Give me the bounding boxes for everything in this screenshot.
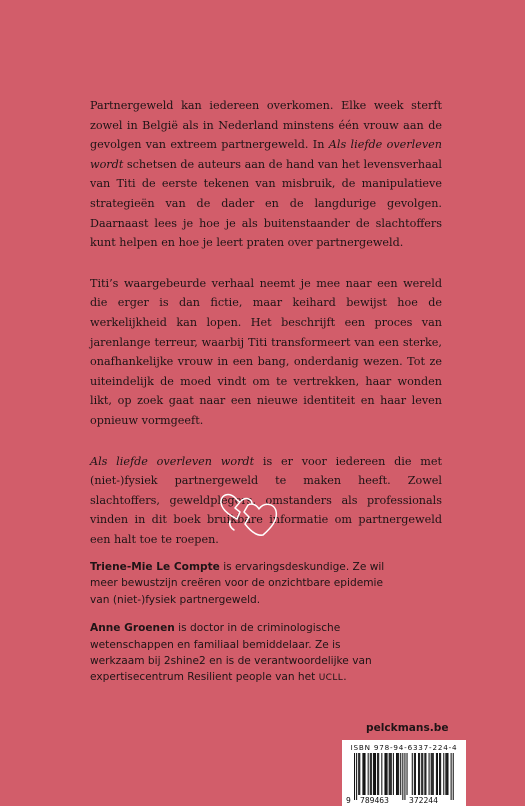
blurb-text: Partnergeweld kan iedereen overkomen. Elke week sterft zowel in België als in Nederland minstens één vrouw aan de gevolgen van extreem partnergeweld. In (90, 99, 442, 152)
barcode-bar (387, 753, 388, 795)
barcode-bar (391, 753, 392, 795)
barcode-bar (371, 753, 372, 795)
barcode-bar (393, 753, 394, 795)
blurb-paragraph-1 (90, 96, 442, 253)
barcode-bar (375, 753, 376, 795)
barcode-bar (374, 753, 375, 795)
organization-name: UCLL (318, 673, 344, 684)
barcode-bar (429, 753, 430, 795)
barcode-bar (384, 753, 385, 795)
barcode-bar (425, 753, 426, 795)
barcode-bar (354, 753, 355, 800)
barcode-bar (359, 753, 360, 795)
barcode-bar (453, 753, 454, 800)
barcode-bar (373, 753, 374, 795)
barcode-bar (362, 753, 363, 795)
barcode-bar (431, 753, 432, 795)
blurb-text: schetsen de auteurs aan de hand van het levensverhaal van Titi de eerste tekenen van misbruik, de manipulatieve strategieën van de dader en de langdurige gevolgen. Daarnaast lees je hoe je als buitenstaander de slachtoffers kunt helpen en hoe je leert praten over partnergeweld. (90, 157, 442, 250)
barcode-bar (402, 753, 403, 800)
barcode-bar (386, 753, 387, 795)
barcode-bar (440, 753, 441, 795)
barcode-digits-left: 789463 (360, 796, 389, 805)
barcode-bar (381, 753, 382, 795)
barcode-bar (397, 753, 398, 795)
barcode-bar (370, 753, 371, 795)
barcode-bar (447, 753, 448, 795)
barcode-bar (439, 753, 440, 795)
book-title-italic: Als liefde overleven wordt (90, 454, 255, 468)
author-name: Anne Groenen (90, 622, 175, 635)
book-title-italic: Als liefde overleven wordt (90, 138, 442, 171)
barcode-bar (443, 753, 444, 795)
barcode-bar (398, 753, 399, 795)
barcode-bar (432, 753, 433, 795)
barcode-digits-right: 372244 (409, 796, 438, 805)
barcode-bar (446, 753, 447, 795)
barcode-bar (421, 753, 422, 795)
barcode-bar (404, 753, 405, 800)
broken-heart-icon (218, 488, 280, 538)
barcode-bar (424, 753, 425, 795)
barcode-bar (437, 753, 438, 795)
barcode-bar (418, 753, 419, 795)
barcode-bar (407, 753, 408, 795)
barcode-bar (422, 753, 423, 795)
author-bio-text: is ervaringsdeskundige. Ze wil meer bewustzijn creëren voor de onzichtbare epidemie van (niet-)fysiek partnergeweld. (90, 561, 385, 606)
isbn-barcode (342, 740, 466, 806)
author-bio-text: is doctor in de criminologische wetenschappen en familiaal bemiddelaar. Ze is werkzaam bij 2shine2 en is de verantwoordelijke van expertisecentrum Resilient people van het (90, 622, 372, 684)
barcode-digit-first: 9 (346, 796, 351, 805)
author-bio-text: . (343, 671, 347, 684)
publisher-url: pelckmans.be (366, 722, 449, 734)
barcode-bar (415, 753, 416, 795)
barcode-bar (400, 753, 401, 795)
barcode-bar (377, 753, 378, 795)
isbn-label: ISBN 978-94-6337-224-4 (350, 743, 458, 752)
barcode-bar (378, 753, 379, 795)
barcode-bar (414, 753, 415, 795)
blurb-paragraph-2: Titi’s waargebeurde verhaal neemt je mee naar een wereld die erger is dan fictie, maar keihard bewijst hoe de werkelijkheid kan lopen. Het beschrijft een proces van jarenlange terreur, waarbij Titi transformeert van een sterke, onafhankelijke vrouw in een bang, onderdanig wezen. Tot ze uiteindelijk de moed vindt om te vertrekken, haar wonden likt, op zoek gaat naar een nieuwe identiteit en haar leven opnieuw vormgeeft. (90, 276, 442, 427)
barcode-bar (365, 753, 366, 795)
author-bio-2 (90, 620, 390, 687)
barcode-bar (436, 753, 437, 795)
barcode-bar (433, 753, 434, 795)
barcode-bar (389, 753, 390, 795)
barcode-bar (390, 753, 391, 795)
barcode-bar (368, 753, 369, 795)
barcode-bar (412, 753, 413, 795)
barcode-bar (396, 753, 397, 795)
barcode-bar (358, 753, 359, 795)
author-bio-1 (90, 559, 390, 608)
barcode-bar (445, 753, 446, 795)
barcode-bar (451, 753, 452, 800)
author-name: Triene-Mie Le Compte (90, 561, 220, 573)
barcode-bar (356, 753, 357, 800)
author-bios (90, 559, 390, 699)
barcode-bar (419, 753, 420, 795)
blurb-text: is er voor iedereen die met (niet-)fysiek partnergeweld te maken heeft. Zowel slachtoffers, geweldplegers, omstanders als professionals vinden in dit boek bruikbare informatie om partnergeweld een halt toe te roepen. (90, 454, 443, 546)
barcode-bar (363, 753, 364, 795)
